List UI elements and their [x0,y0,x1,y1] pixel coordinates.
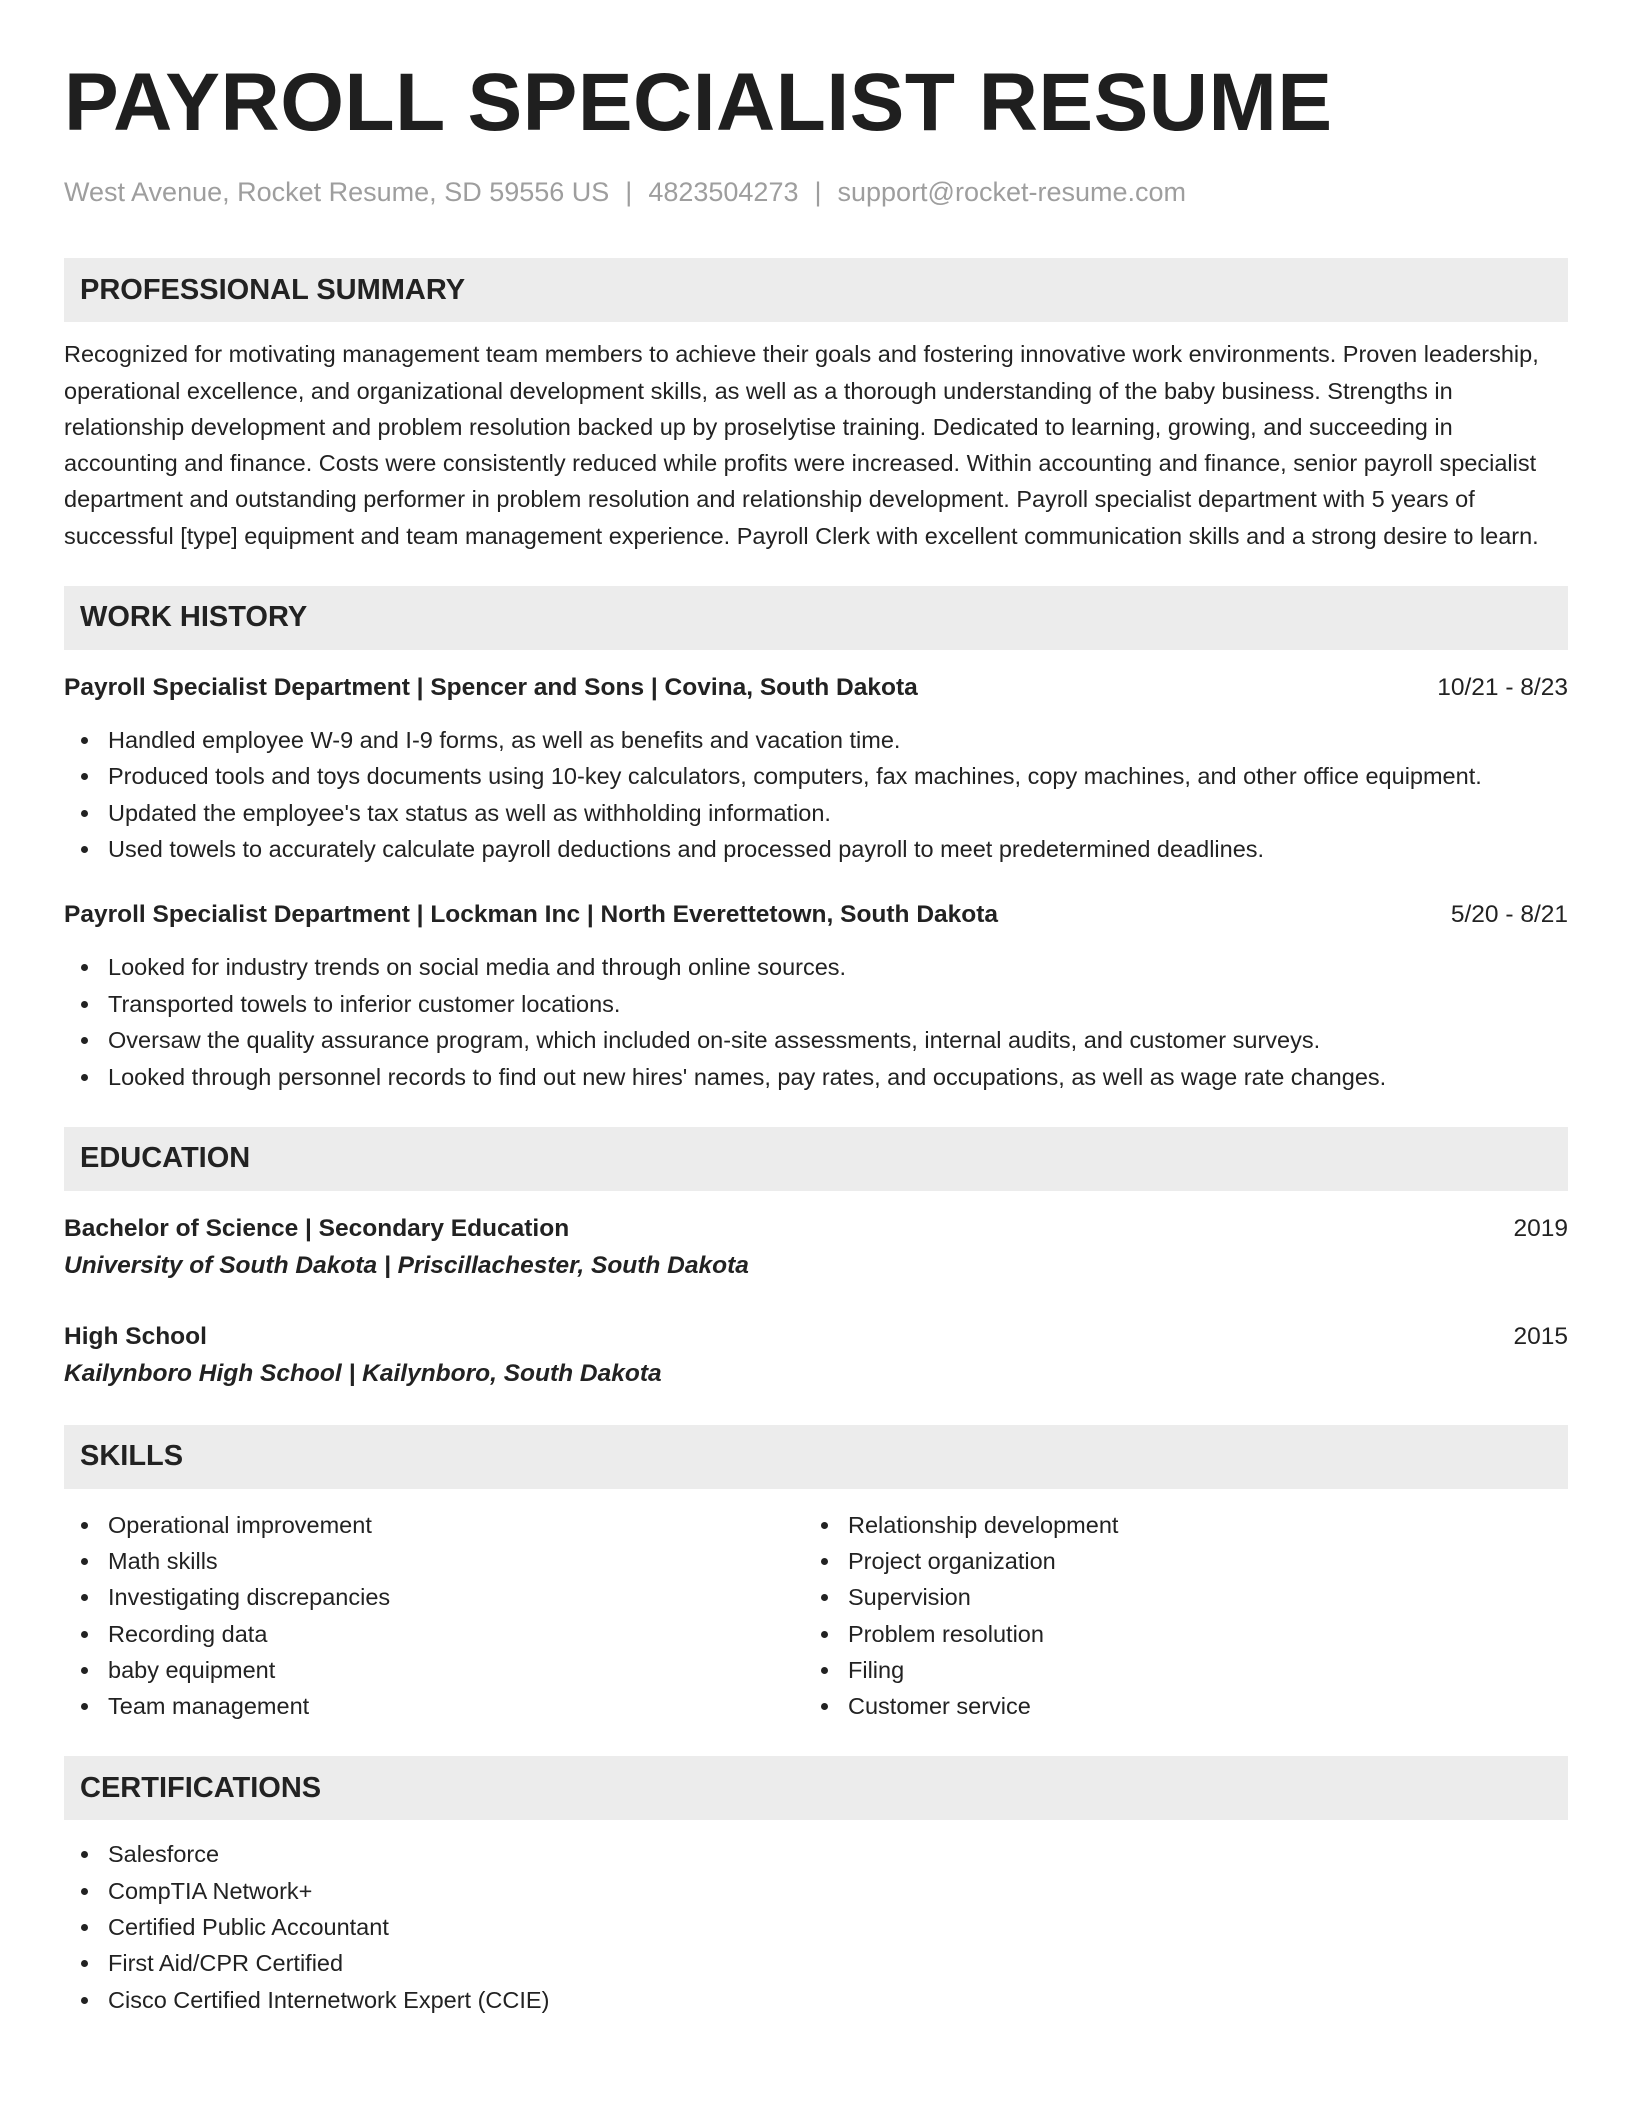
skill-item: Recording data [64,1616,804,1652]
certification-item: Certified Public Accountant [64,1909,1568,1945]
job-entry [64,897,1568,1095]
job-title: Payroll Specialist Department | Spencer and Sons | Covina, South Dakota [64,673,918,701]
certification-item: CompTIA Network+ [64,1873,1568,1909]
contact-line [64,176,1568,208]
skill-item: Relationship development [804,1507,1544,1543]
certifications-list [64,1836,1568,2018]
skill-item: Team management [64,1688,804,1724]
education-header [64,1319,1568,1355]
education-school: Kailynboro High School | Kailynboro, South Dakota [64,1359,662,1387]
certification-item: Salesforce [64,1836,1568,1872]
job-bullet: Used towels to accurately calculate payroll deductions and processed payroll to meet predetermined deadlines. [64,831,1568,867]
skill-item: Problem resolution [804,1616,1544,1652]
contact-separator: | [625,177,633,208]
education-year: 2019 [1513,1214,1568,1242]
skills-list-left [64,1507,804,1724]
job-bullet: Handled employee W-9 and I-9 forms, as well as benefits and vacation time. [64,722,1568,758]
education-school: University of South Dakota | Priscillachester, South Dakota [64,1251,749,1279]
skill-item: Customer service [804,1688,1544,1724]
skill-item: baby equipment [64,1652,804,1688]
contact-phone: 4823504273 [648,177,799,208]
education-entry [64,1319,1568,1393]
skills-columns [64,1507,1568,1724]
job-dates: 5/20 - 8/21 [1450,901,1568,929]
job-bullet: Updated the employee's tax status as well as withholding information. [64,795,1568,831]
contact-email: support@rocket-resume.com [837,177,1187,208]
section-heading-education: EDUCATION [64,1127,1568,1191]
job-bullets [64,949,1568,1095]
contact-address: West Avenue, Rocket Resume, SD 59556 US [64,177,610,208]
skill-item: Investigating discrepancies [64,1579,804,1615]
skill-item: Project organization [804,1543,1544,1579]
contact-separator: | [814,177,822,208]
job-bullet: Oversaw the quality assurance program, which included on-site assessments, internal audits, and customer surveys. [64,1022,1568,1058]
skills-list-right [804,1507,1544,1724]
certification-item: Cisco Certified Internetwork Expert (CCIE) [64,1982,1568,2018]
skill-item: Math skills [64,1543,804,1579]
skill-item: Operational improvement [64,1507,804,1543]
job-dates: 10/21 - 8/23 [1437,673,1568,701]
job-bullet: Transported towels to inferior customer locations. [64,986,1568,1022]
resume-title: PAYROLL SPECIALIST RESUME [64,57,1333,148]
job-bullet: Produced tools and toys documents using 10-key calculators, computers, fax machines, copy machines, and other office equipment. [64,758,1568,794]
section-heading-summary: PROFESSIONAL SUMMARY [64,258,1568,322]
summary-text: Recognized for motivating management team members to achieve their goals and fostering innovative work environments. Proven leadership, operational excellence, and organizational development skills, as well as a thorough understanding of the baby business. Strengths in relationship development and problem resolution backed up by proselytise training. Dedicated to learning, growing, and succeeding in accounting and finance. Costs were consistently reduced while profits were increased. Within accounting and finance, senior payroll specialist department and outstanding performer in problem resolution and relationship development. Payroll specialist department with 5 years of successful [type] equipment and team management experience. Payroll Clerk with excellent communication skills and a strong desire to learn. [64,341,1539,549]
job-bullet: Looked for industry trends on social media and through online sources. [64,949,1568,985]
job-bullets [64,722,1568,868]
section-heading-work-history: WORK HISTORY [64,586,1568,650]
job-header [64,897,1568,933]
education-year: 2015 [1513,1322,1568,1350]
skill-item: Supervision [804,1579,1544,1615]
education-header [64,1211,1568,1247]
job-title: Payroll Specialist Department | Lockman Inc | North Everettetown, South Dakota [64,901,999,929]
skill-item: Filing [804,1652,1544,1688]
certification-item: First Aid/CPR Certified [64,1945,1568,1981]
job-entry [64,670,1568,868]
job-header [64,670,1568,706]
section-heading-certifications: CERTIFICATIONS [64,1756,1568,1820]
education-degree: Bachelor of Science | Secondary Education [64,1214,570,1242]
education-degree: High School [64,1322,207,1350]
job-bullet: Looked through personnel records to find out new hires' names, pay rates, and occupations, as well as wage rate changes. [64,1059,1568,1095]
education-entry [64,1211,1568,1285]
section-heading-skills: SKILLS [64,1425,1568,1489]
